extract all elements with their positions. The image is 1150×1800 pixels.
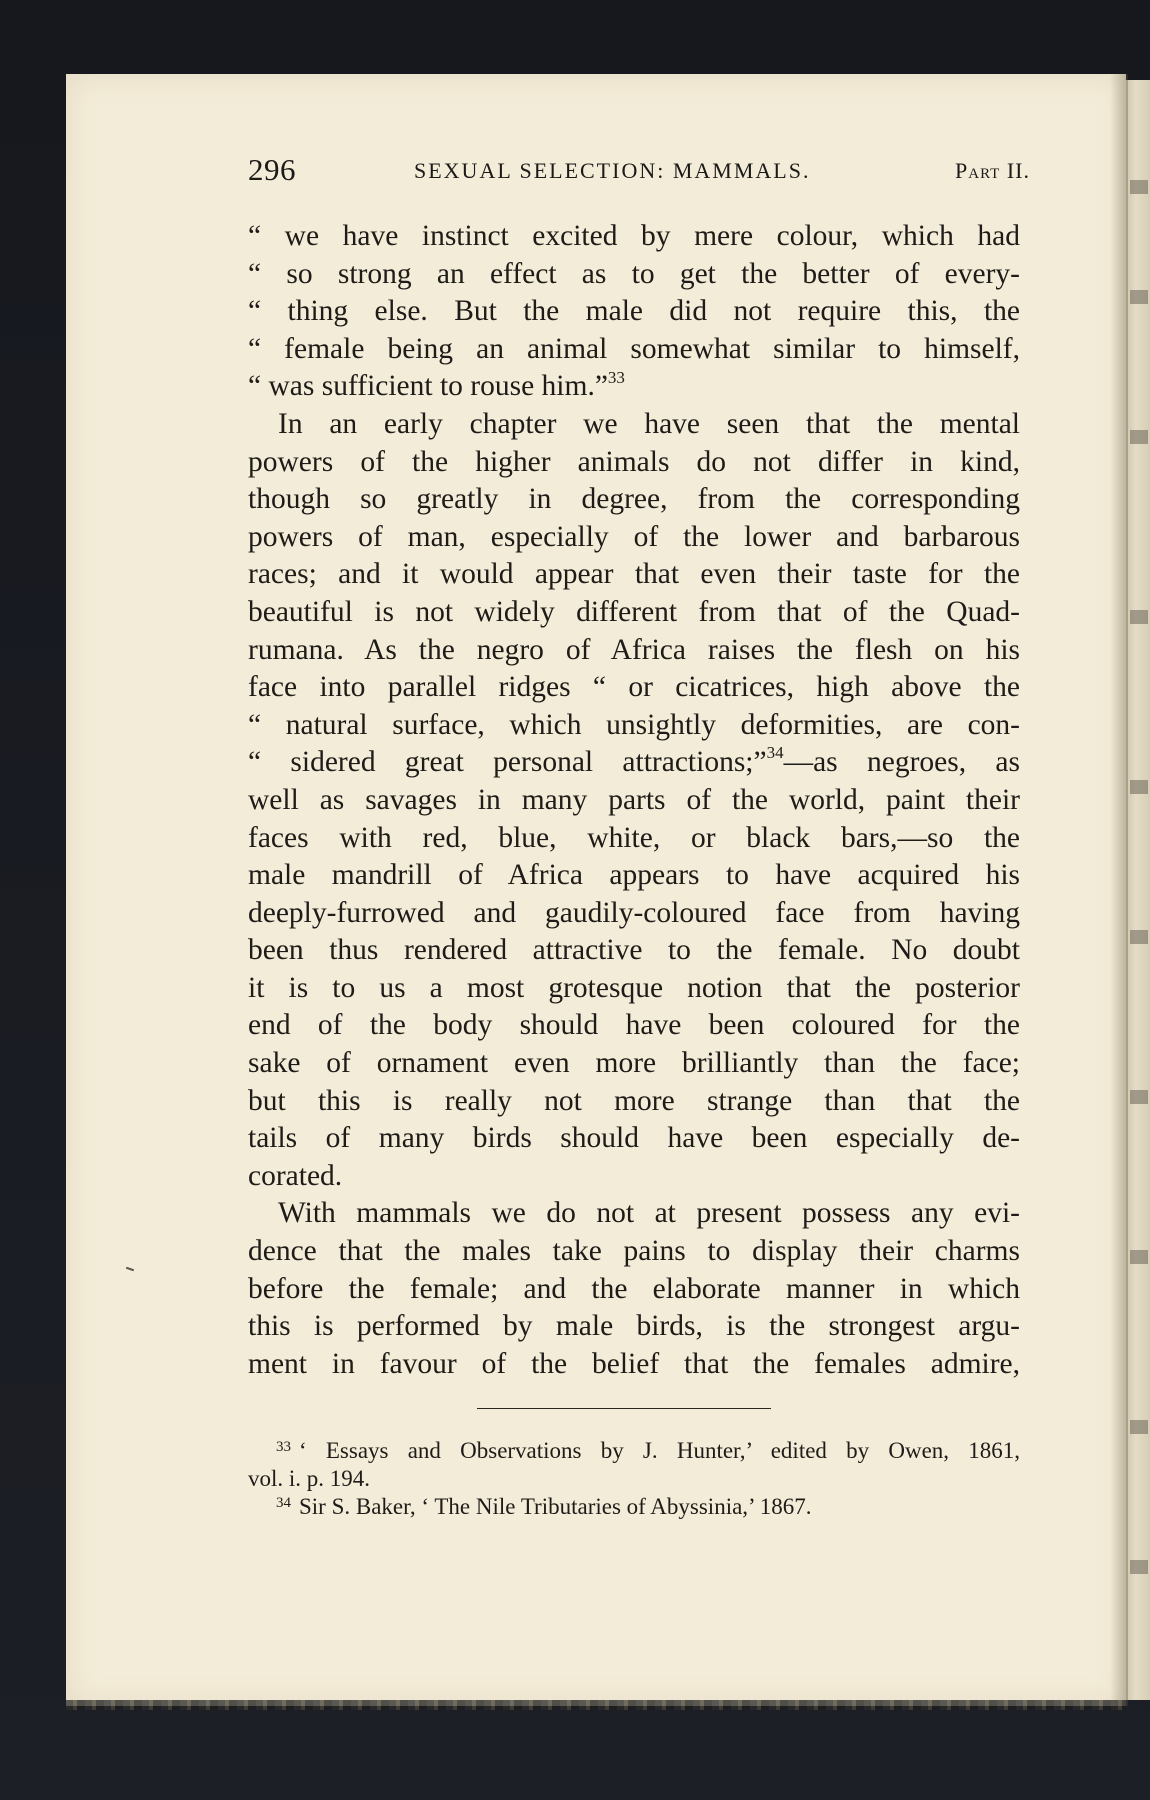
text-line-content: —as negroes, as [783,746,1020,779]
adjacent-page-bleed [1130,1090,1148,1104]
gutter-shadow [1110,74,1128,1706]
text-line: “ we have instinct excited by mere colour, which had [248,220,1020,252]
adjacent-page-bleed [1130,930,1148,944]
text-line: corated. [248,1159,343,1192]
adjacent-page-bleed [1130,1250,1148,1264]
footnote-mark: 33 [276,1439,291,1455]
text-line: “ natural surface, which unsightly deformities, are con- [248,708,1020,741]
text-line: but this is really not more strange than that the [248,1084,1020,1117]
running-title: SEXUAL SELECTION: MAMMALS. [414,158,811,183]
text-line: male mandrill of Africa appears to have acquired his [248,859,1020,892]
footnote-text: ‘ Essays and Observations by J. Hunter,’ edited by Owen, 1861, [299,1438,1020,1463]
text-line-content: “ was sufficient to rouse him.” [248,370,608,403]
adjacent-page-bleed [1130,1420,1148,1434]
text-line: faces with red, blue, white, or black bars,—so the [248,821,1020,854]
text-line: “ female being an animal somewhat similar to himself, [248,332,1020,365]
adjacent-page-edge [1126,80,1150,1700]
text-line [248,368,1020,406]
text-line: deeply-furrowed and gaudily-coloured face from having [248,896,1020,929]
paragraph-start-line: With mammals we do not at present possess any evi- [278,1197,1020,1230]
part-label: Part II. [955,158,1030,183]
text-line: rumana. As the negro of Africa raises the flesh on his [248,633,1020,666]
text-line: though so greatly in degree, from the corresponding [248,483,1020,516]
text-line [248,744,1020,782]
footnote-ref-34: 34 [766,743,784,763]
footnote-33 [248,1437,1020,1465]
footnote-rule [477,1408,771,1409]
text-line: this is performed by male birds, is the strongest argu- [248,1310,1020,1343]
text-line: before the female; and the elaborate manner in which [248,1272,1020,1305]
footnote-ref-33: 33 [607,367,625,387]
text-line: powers of the higher animals do not differ in kind, [248,445,1020,478]
text-line: dence that the males take pains to display their charms [248,1235,1020,1268]
paragraph-start-line: In an early chapter we have seen that the mental [278,407,1020,440]
footnotes [248,1437,1020,1521]
text-line: “ thing else. But the male did not require this, the [248,295,1020,328]
footnote-text: Sir S. Baker, ‘ The Nile Tributaries of Abyssinia,’ 1867. [299,1494,812,1519]
adjacent-page-bleed [1130,430,1148,444]
text-line: powers of man, especially of the lower and barbarous [248,520,1020,553]
text-line: it is to us a most grotesque notion that the posterior [248,971,1020,1004]
text-line: races; and it would appear that even their taste for the [248,558,1020,591]
page-number: 296 [248,152,296,187]
text-line: well as savages in many parts of the world, paint their [248,783,1020,816]
text-line: “ so strong an effect as to get the better of every- [248,257,1020,290]
text-line: face into parallel ridges “ or cicatrices, high above the [248,671,1020,704]
text-line: tails of many birds should have been especially de- [248,1122,1020,1155]
adjacent-page-bleed [1130,180,1148,194]
footnote-33-continuation: vol. i. p. 194. [248,1466,371,1491]
footnote-34 [248,1493,1020,1521]
adjacent-page-bleed [1130,610,1148,624]
adjacent-page-bleed [1130,1560,1148,1574]
text-line: ment in favour of the belief that the females admire, [248,1347,1020,1380]
text-line: beautiful is not widely different from that of the Quad- [248,595,1020,628]
adjacent-page-bleed [1130,780,1148,794]
page-bottom-edge [66,1700,1126,1710]
text-line: sake of ornament even more brilliantly than the face; [248,1047,1020,1080]
text-line: been thus rendered attractive to the female. No doubt [248,934,1020,967]
footnote-mark: 34 [276,1495,291,1511]
text-line: end of the body should have been coloured for the [248,1009,1020,1042]
adjacent-page-bleed [1130,290,1148,304]
body-text [248,218,1020,1383]
running-header [248,150,1030,194]
text-line-content: “ sidered great personal attractions;” [248,746,767,779]
